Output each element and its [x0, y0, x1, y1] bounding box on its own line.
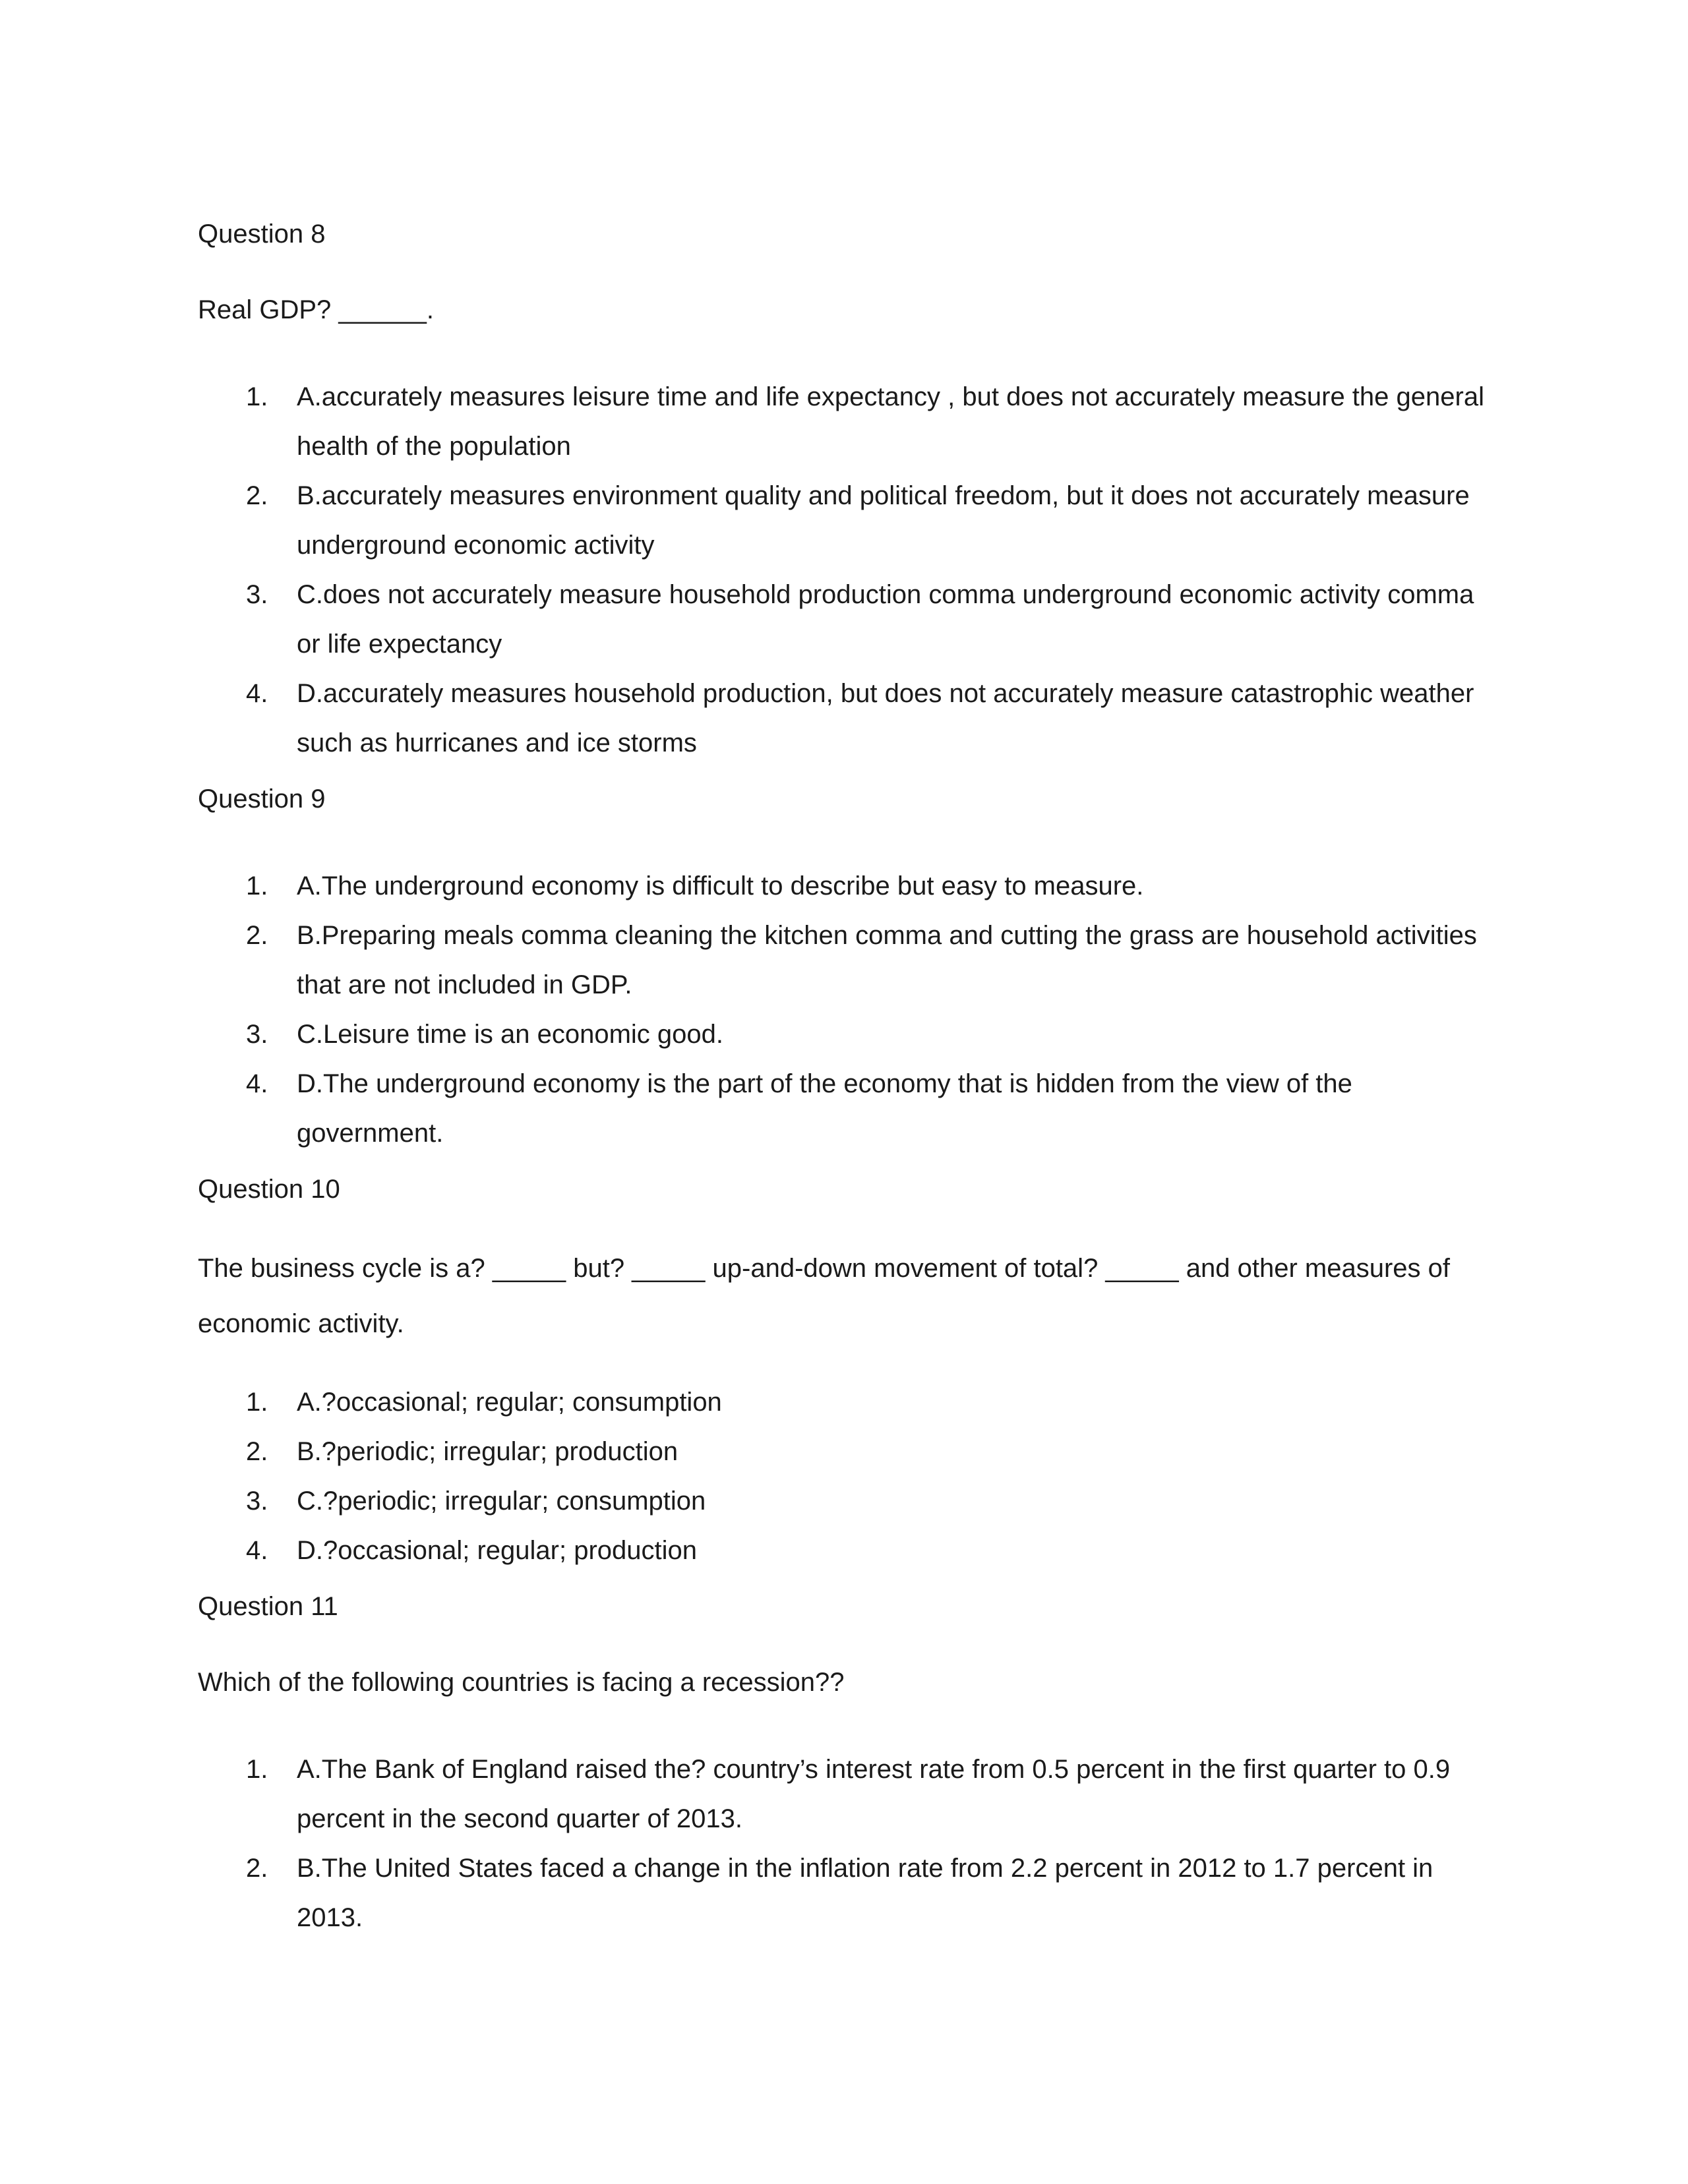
- option-text: D.accurately measures household production, but does not accurately measure catastrophic weather such as hurricanes and ice storms: [297, 679, 1474, 757]
- answer-option: [198, 1745, 1503, 1844]
- answer-option: [198, 1010, 1503, 1059]
- answer-option: [198, 1526, 1503, 1576]
- option-text: B.Preparing meals comma cleaning the kitchen comma and cutting the grass are household activities that are not included in GDP.: [297, 921, 1477, 999]
- option-number: 1.: [246, 1755, 268, 1784]
- option-text: D.?occasional; regular; production: [297, 1536, 698, 1565]
- option-number: 3.: [246, 1020, 268, 1049]
- option-text: D.The underground economy is the part of the economy that is hidden from the view of the government.: [297, 1069, 1352, 1148]
- option-text: A.?occasional; regular; consumption: [297, 1388, 722, 1417]
- answer-option: [198, 1427, 1503, 1477]
- answer-option: [198, 1477, 1503, 1526]
- question-11: [198, 1582, 1503, 1943]
- question-title: Question 11: [198, 1592, 338, 1621]
- option-number: 4.: [246, 1536, 268, 1565]
- answer-options: [198, 862, 1503, 1158]
- question-10: [198, 1165, 1503, 1576]
- option-number: 1.: [246, 1388, 268, 1417]
- option-number: 2.: [246, 1437, 268, 1466]
- option-text: C.?periodic; irregular; consumption: [297, 1487, 706, 1516]
- answer-option: [198, 471, 1503, 570]
- option-text: A.The Bank of England raised the? country’s interest rate from 0.5 percent in the first quarter to 0.9 percent in the second quarter of 2013.: [297, 1755, 1451, 1833]
- answer-option: [198, 1844, 1503, 1943]
- option-text: A.The underground economy is difficult to describe but easy to measure.: [297, 871, 1144, 900]
- question-title: Question 8: [198, 220, 326, 249]
- answer-option: [198, 1378, 1503, 1427]
- answer-option: [198, 372, 1503, 471]
- question-title: Question 9: [198, 784, 326, 813]
- option-number: 1.: [246, 382, 268, 411]
- option-text: B.?periodic; irregular; production: [297, 1437, 678, 1466]
- answer-option: [198, 669, 1503, 768]
- answer-options: [198, 1378, 1503, 1576]
- question-stem: Which of the following countries is facing a recession??: [198, 1668, 845, 1697]
- option-text: A.accurately measures leisure time and life expectancy , but does not accurately measure the general health of the population: [297, 382, 1484, 461]
- answer-option: [198, 570, 1503, 669]
- question-8: [198, 210, 1503, 768]
- option-number: 3.: [246, 580, 268, 609]
- answer-option: [198, 862, 1503, 911]
- option-number: 4.: [246, 679, 268, 708]
- option-text: B.accurately measures environment quality and political freedom, but it does not accurately measure underground economic activity: [297, 481, 1470, 560]
- option-number: 3.: [246, 1487, 268, 1516]
- question-stem: The business cycle is a? _____ but? _____ up-and-down movement of total? _____ and other measures of economic activity.: [198, 1254, 1451, 1338]
- option-text: B.The United States faced a change in the inflation rate from 2.2 percent in 2012 to 1.7 percent in 2013.: [297, 1854, 1433, 1932]
- question-stem: Real GDP? ______.: [198, 295, 435, 324]
- option-text: C.Leisure time is an economic good.: [297, 1020, 723, 1049]
- answer-options: [198, 1745, 1503, 1943]
- document-content: [198, 210, 1503, 1943]
- option-number: 2.: [246, 481, 268, 510]
- option-text: C.does not accurately measure household production comma underground economic activity comma or life expectancy: [297, 580, 1474, 659]
- option-number: 1.: [246, 871, 268, 900]
- question-title: Question 10: [198, 1175, 340, 1204]
- answer-option: [198, 911, 1503, 1010]
- option-number: 2.: [246, 921, 268, 950]
- option-number: 2.: [246, 1854, 268, 1883]
- question-9: [198, 775, 1503, 1158]
- answer-options: [198, 372, 1503, 768]
- option-number: 4.: [246, 1069, 268, 1098]
- answer-option: [198, 1059, 1503, 1158]
